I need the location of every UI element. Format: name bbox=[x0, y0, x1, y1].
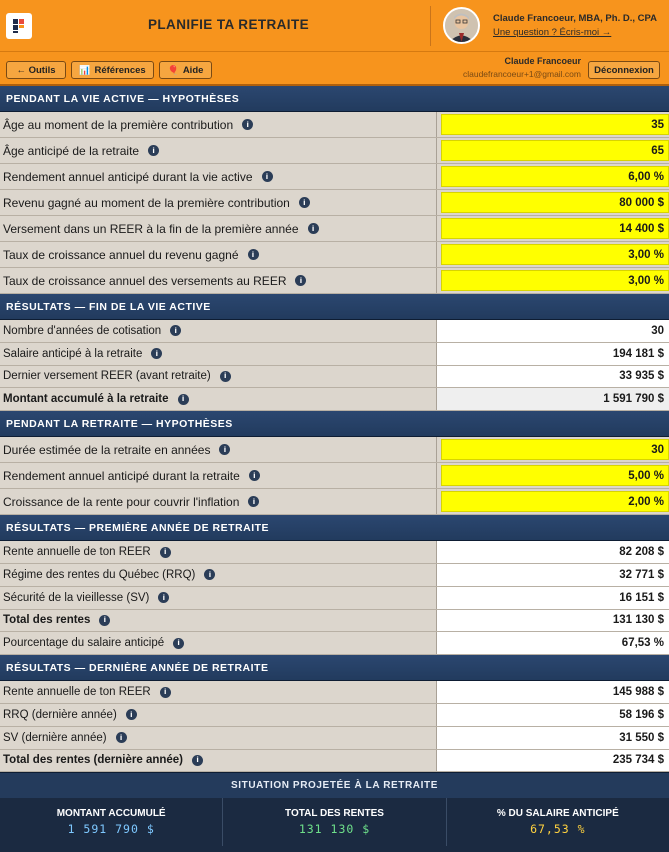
app-logo-icon bbox=[6, 13, 32, 39]
row-label bbox=[0, 164, 437, 189]
first-year-results-table bbox=[0, 541, 669, 655]
logout-button[interactable]: Déconnexion bbox=[588, 61, 660, 79]
info-icon[interactable]: i bbox=[299, 197, 310, 208]
row-label-text: Pourcentage du salaire anticipé bbox=[3, 637, 165, 650]
row-label-text: RRQ (dernière année) bbox=[3, 708, 117, 721]
row-label-text: Total des rentes bbox=[3, 614, 91, 627]
help-button[interactable] bbox=[159, 61, 212, 79]
input-row bbox=[0, 190, 669, 216]
input-field[interactable]: 65 bbox=[441, 140, 669, 161]
user-email: claudefrancoeur+1@gmail.com bbox=[462, 69, 581, 79]
row-label bbox=[0, 727, 437, 749]
result-row bbox=[0, 541, 669, 564]
info-icon[interactable]: i bbox=[248, 249, 259, 260]
row-label bbox=[0, 541, 437, 563]
references-button-label: Références bbox=[94, 64, 146, 76]
result-value: 1 591 790 $ bbox=[437, 388, 669, 410]
contact-link[interactable]: Une question ? Écris-moi → bbox=[493, 27, 612, 38]
section-header-active-results: RÉSULTATS — FIN DE LA VIE ACTIVE bbox=[0, 294, 669, 320]
result-row bbox=[0, 564, 669, 587]
input-row bbox=[0, 138, 669, 164]
summary-title: SITUATION PROJETÉE À LA RETRAITE bbox=[0, 772, 669, 798]
input-field[interactable]: 6,00 % bbox=[441, 166, 669, 187]
result-value: 58 196 $ bbox=[437, 704, 669, 726]
book-icon: 📊 bbox=[79, 64, 91, 75]
input-row bbox=[0, 112, 669, 138]
info-icon[interactable]: i bbox=[249, 470, 260, 481]
toolbar bbox=[0, 52, 669, 86]
row-label bbox=[0, 610, 437, 632]
row-label-text: Âge au moment de la première contribution bbox=[3, 117, 234, 132]
input-field[interactable]: 5,00 % bbox=[441, 465, 669, 486]
row-label-text: Nombre d'années de cotisation bbox=[3, 324, 162, 337]
input-field[interactable]: 3,00 % bbox=[441, 270, 669, 291]
row-label bbox=[0, 216, 437, 241]
result-row bbox=[0, 750, 669, 773]
row-label-text: Rente annuelle de ton REER bbox=[3, 686, 151, 699]
info-icon[interactable]: i bbox=[295, 275, 306, 286]
result-value: 16 151 $ bbox=[437, 587, 669, 609]
summary-percent-value: 67,53 % bbox=[530, 822, 586, 837]
row-label bbox=[0, 463, 437, 488]
summary-accumulated-label: MONTANT ACCUMULÉ bbox=[56, 808, 166, 820]
row-label-text: Versement dans un REER à la fin de la première année bbox=[3, 221, 299, 236]
active-inputs-table bbox=[0, 112, 669, 294]
info-icon[interactable]: i bbox=[248, 496, 259, 507]
info-icon[interactable]: i bbox=[99, 615, 110, 626]
app-header bbox=[0, 0, 669, 52]
info-icon[interactable]: i bbox=[308, 223, 319, 234]
row-label bbox=[0, 242, 437, 267]
summary-panel bbox=[0, 798, 669, 846]
row-label bbox=[0, 632, 437, 654]
row-label-text: Rendement annuel anticipé durant la retraite bbox=[3, 468, 240, 483]
input-row bbox=[0, 216, 669, 242]
row-label-text: Salaire anticipé à la retraite bbox=[3, 347, 143, 360]
row-label-text: Dernier versement REER (avant retraite) bbox=[3, 370, 211, 383]
result-value: 82 208 $ bbox=[437, 541, 669, 563]
result-value: 31 550 $ bbox=[437, 727, 669, 749]
info-icon[interactable]: i bbox=[148, 145, 159, 156]
input-field[interactable]: 3,00 % bbox=[441, 244, 669, 265]
result-row bbox=[0, 727, 669, 750]
row-label bbox=[0, 437, 437, 462]
input-row bbox=[0, 268, 669, 294]
row-label-text: Régime des rentes du Québec (RRQ) bbox=[3, 568, 196, 581]
row-label-text: SV (dernière année) bbox=[3, 731, 107, 744]
row-label-text: Durée estimée de la retraite en années bbox=[3, 442, 211, 457]
info-icon[interactable]: i bbox=[170, 325, 181, 336]
author-name: Claude Francoeur, MBA, Ph. D., CPA bbox=[493, 13, 657, 24]
info-icon[interactable]: i bbox=[116, 732, 127, 743]
result-value: 235 734 $ bbox=[437, 750, 669, 772]
last-year-results-table bbox=[0, 681, 669, 772]
result-row bbox=[0, 366, 669, 389]
info-icon[interactable]: i bbox=[192, 755, 203, 766]
input-row bbox=[0, 164, 669, 190]
result-value: 131 130 $ bbox=[437, 610, 669, 632]
result-value: 32 771 $ bbox=[437, 564, 669, 586]
row-label-text: Âge anticipé de la retraite bbox=[3, 143, 140, 158]
section-header-retirement-assumptions: PENDANT LA RETRAITE — HYPOTHÈSES bbox=[0, 411, 669, 437]
tools-button-label: ← Outils bbox=[16, 64, 56, 76]
result-value: 145 988 $ bbox=[437, 681, 669, 703]
info-icon[interactable]: i bbox=[158, 592, 169, 603]
result-row bbox=[0, 610, 669, 633]
section-header-last-year-results: RÉSULTATS — DERNIÈRE ANNÉE DE RETRAITE bbox=[0, 655, 669, 681]
row-label bbox=[0, 681, 437, 703]
result-value: 67,53 % bbox=[437, 632, 669, 654]
result-row bbox=[0, 632, 669, 655]
section-header-active-assumptions: PENDANT LA VIE ACTIVE — HYPOTHÈSES bbox=[0, 86, 669, 112]
result-value: 33 935 $ bbox=[437, 366, 669, 388]
row-label bbox=[0, 138, 437, 163]
info-icon[interactable]: i bbox=[219, 444, 230, 455]
row-label-text: Revenu gagné au moment de la première contribution bbox=[3, 195, 290, 210]
summary-accumulated bbox=[0, 798, 222, 846]
input-field[interactable]: 30 bbox=[441, 439, 669, 460]
row-label-text: Taux de croissance annuel du revenu gagné bbox=[3, 247, 239, 262]
summary-percent bbox=[446, 798, 669, 846]
info-icon[interactable]: i bbox=[242, 119, 253, 130]
references-button[interactable] bbox=[71, 61, 154, 79]
row-label-text: Taux de croissance annuel des versements au REER bbox=[3, 273, 287, 288]
result-row bbox=[0, 681, 669, 704]
info-icon[interactable]: i bbox=[262, 171, 273, 182]
summary-total-label: TOTAL DES RENTES bbox=[285, 808, 384, 820]
row-label bbox=[0, 190, 437, 215]
section-header-first-year-results: RÉSULTATS — PREMIÈRE ANNÉE DE RETRAITE bbox=[0, 515, 669, 541]
row-label bbox=[0, 564, 437, 586]
input-row bbox=[0, 463, 669, 489]
row-label bbox=[0, 112, 437, 137]
row-label bbox=[0, 268, 437, 293]
info-icon[interactable]: i bbox=[126, 709, 137, 720]
result-value: 194 181 $ bbox=[437, 343, 669, 365]
info-icon[interactable]: i bbox=[160, 547, 171, 558]
retirement-inputs-table bbox=[0, 437, 669, 515]
summary-total bbox=[222, 798, 445, 846]
summary-total-value: 131 130 $ bbox=[298, 822, 371, 837]
input-row bbox=[0, 242, 669, 268]
info-icon[interactable]: i bbox=[220, 371, 231, 382]
result-value: 30 bbox=[437, 320, 669, 342]
row-label bbox=[0, 587, 437, 609]
summary-accumulated-value: 1 591 790 $ bbox=[67, 822, 155, 837]
summary-percent-label: % DU SALAIRE ANTICIPÉ bbox=[496, 808, 619, 820]
input-field[interactable]: 2,00 % bbox=[441, 491, 669, 512]
row-label bbox=[0, 388, 437, 410]
result-row bbox=[0, 587, 669, 610]
row-label-text: Total des rentes (dernière année) bbox=[3, 754, 184, 767]
active-results-table bbox=[0, 320, 669, 411]
row-label bbox=[0, 704, 437, 726]
info-icon[interactable]: i bbox=[204, 569, 215, 580]
row-label bbox=[0, 489, 437, 514]
help-button-label: Aide bbox=[182, 64, 204, 76]
row-label-text: Montant accumulé à la retraite bbox=[3, 393, 169, 406]
row-label-text: Rendement annuel anticipé durant la vie active bbox=[3, 169, 253, 184]
input-row bbox=[0, 437, 669, 463]
row-label-text: Sécurité de la vieillesse (SV) bbox=[3, 591, 150, 604]
info-icon[interactable]: i bbox=[173, 638, 184, 649]
row-label bbox=[0, 343, 437, 365]
row-label-text: Croissance de la rente pour couvrir l'inflation bbox=[3, 494, 240, 509]
row-label-text: Rente annuelle de ton REER bbox=[3, 546, 151, 559]
info-icon[interactable]: i bbox=[151, 348, 162, 359]
user-name: Claude Francoeur bbox=[504, 56, 581, 66]
info-icon[interactable]: i bbox=[178, 394, 189, 405]
tools-button[interactable] bbox=[6, 61, 66, 79]
row-label bbox=[0, 366, 437, 388]
input-row bbox=[0, 489, 669, 515]
header-divider bbox=[430, 6, 431, 46]
page-title: PLANIFIE TA RETRAITE bbox=[148, 17, 309, 32]
result-row bbox=[0, 343, 669, 366]
result-row bbox=[0, 704, 669, 727]
author-avatar bbox=[443, 7, 480, 44]
input-field[interactable]: 35 bbox=[441, 114, 669, 135]
result-row bbox=[0, 320, 669, 343]
info-icon[interactable]: i bbox=[160, 687, 171, 698]
input-field[interactable]: 80 000 $ bbox=[441, 192, 669, 213]
row-label bbox=[0, 750, 437, 772]
result-row bbox=[0, 388, 669, 411]
input-field[interactable]: 14 400 $ bbox=[441, 218, 669, 239]
row-label bbox=[0, 320, 437, 342]
help-icon: 🎈 bbox=[167, 64, 179, 75]
